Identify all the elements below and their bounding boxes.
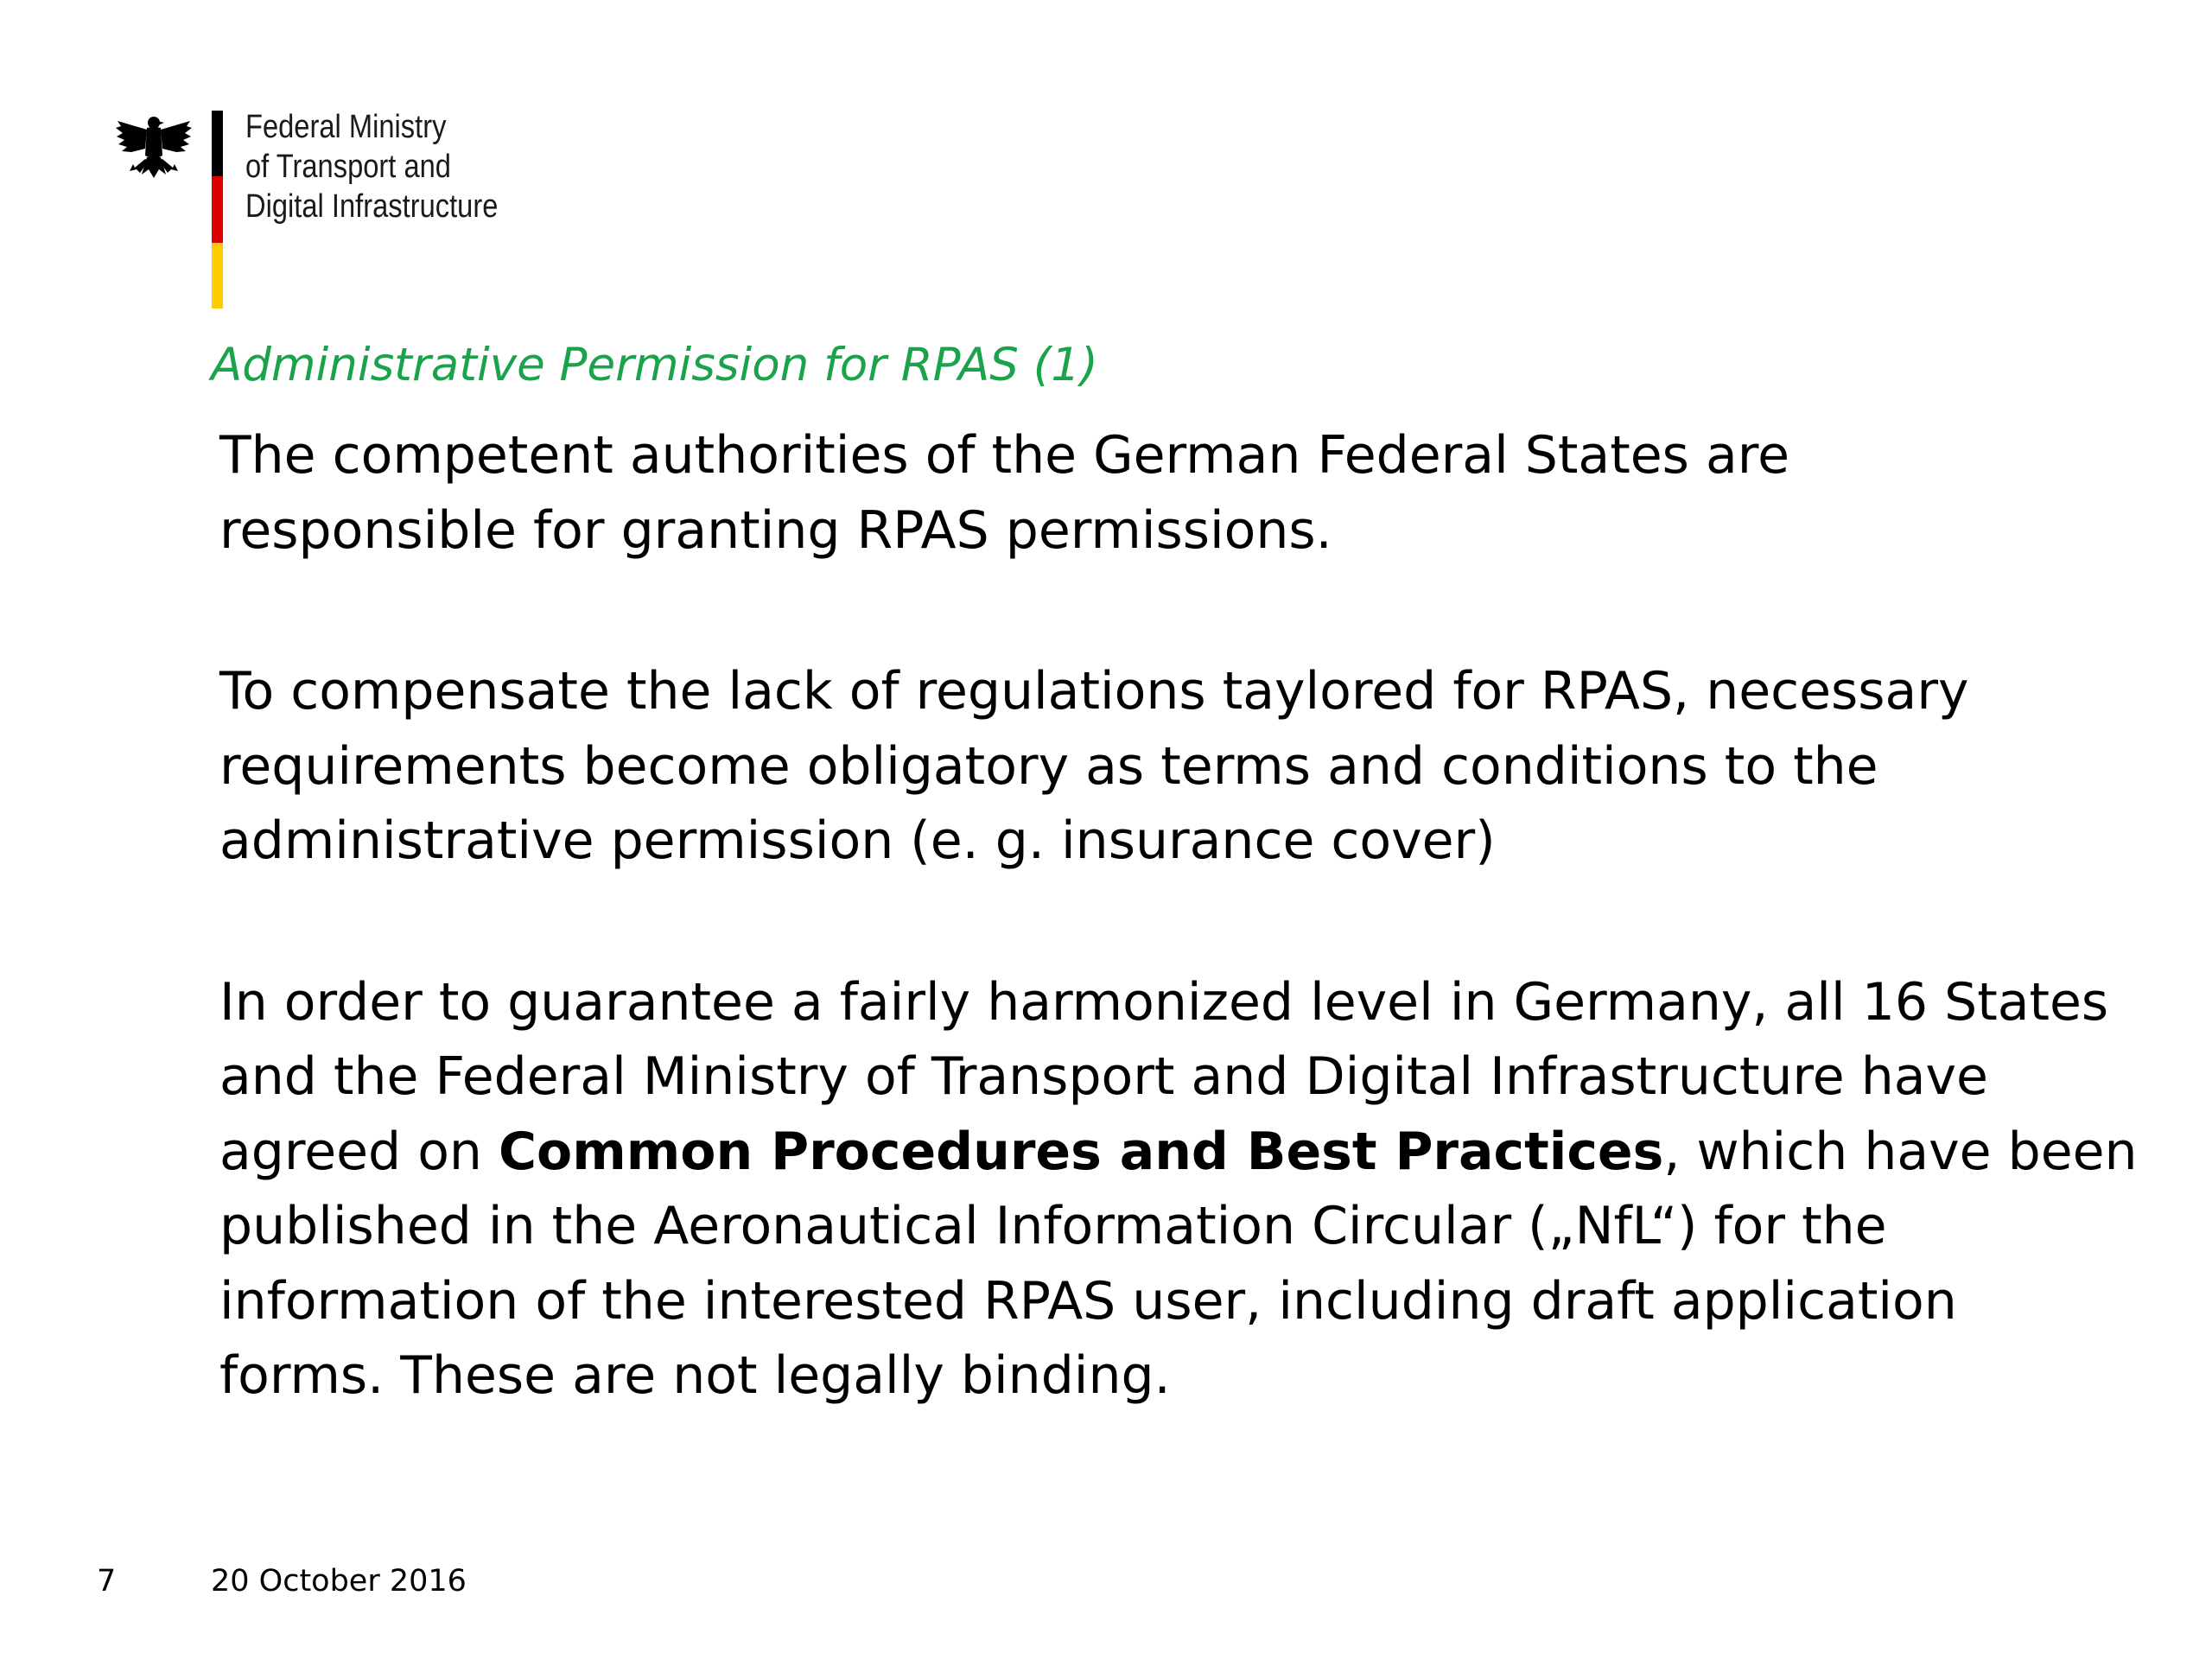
slide-body (219, 418, 2155, 1414)
paragraph-1-line-1: The competent authorities of the German Federal States are (219, 425, 1789, 486)
text-segment: agreed on (219, 1121, 499, 1182)
paragraph-3-line-5: information of the interested RPAS user, including draft application (219, 1270, 1957, 1332)
federal-eagle-icon (114, 111, 194, 183)
slide-title: Administrative Permission for RPAS (1) (211, 339, 1098, 391)
paragraph-1-line-2: responsible for granting RPAS permissions. (219, 499, 1332, 561)
paragraph-3-line-6: forms. These are not legally binding. (219, 1345, 1171, 1406)
paragraph-3-line-4: published in the Aeronautical Information Circular („NfL“) for the (219, 1196, 1887, 1256)
paragraph-2-line-1: To compensate the lack of regulations taylored for RPAS, necessary (219, 661, 1969, 721)
german-flag-bar (212, 111, 223, 308)
paragraph-3-line-3 (219, 1115, 2155, 1190)
flag-stripe-red (212, 176, 223, 242)
text-segment: , which have been (1663, 1121, 2138, 1182)
ministry-line-3: Digital Infrastructure (245, 188, 499, 225)
ministry-name (245, 107, 498, 226)
footer-date: 20 October 2016 (211, 1564, 467, 1599)
paragraph-2-line-2: requirements become obligatory as terms and conditions to the (219, 735, 1878, 797)
ministry-line-1: Federal Ministry (245, 109, 447, 145)
ministry-line-2: of Transport and (245, 149, 451, 185)
paragraph-3-line-1: In order to guarantee a fairly harmonized level in Germany, all 16 States (219, 971, 2109, 1033)
paragraph-2-line-3: administrative permission (e. g. insurance cover) (219, 810, 1496, 871)
flag-stripe-gold (212, 243, 223, 308)
flag-stripe-black (212, 111, 223, 176)
page-number: 7 (97, 1564, 117, 1599)
paragraph-3-line-2: and the Federal Ministry of Transport and Digital Infrastructure have (219, 1046, 1988, 1107)
bold-phrase: Common Procedures and Best Practices (499, 1121, 1664, 1182)
